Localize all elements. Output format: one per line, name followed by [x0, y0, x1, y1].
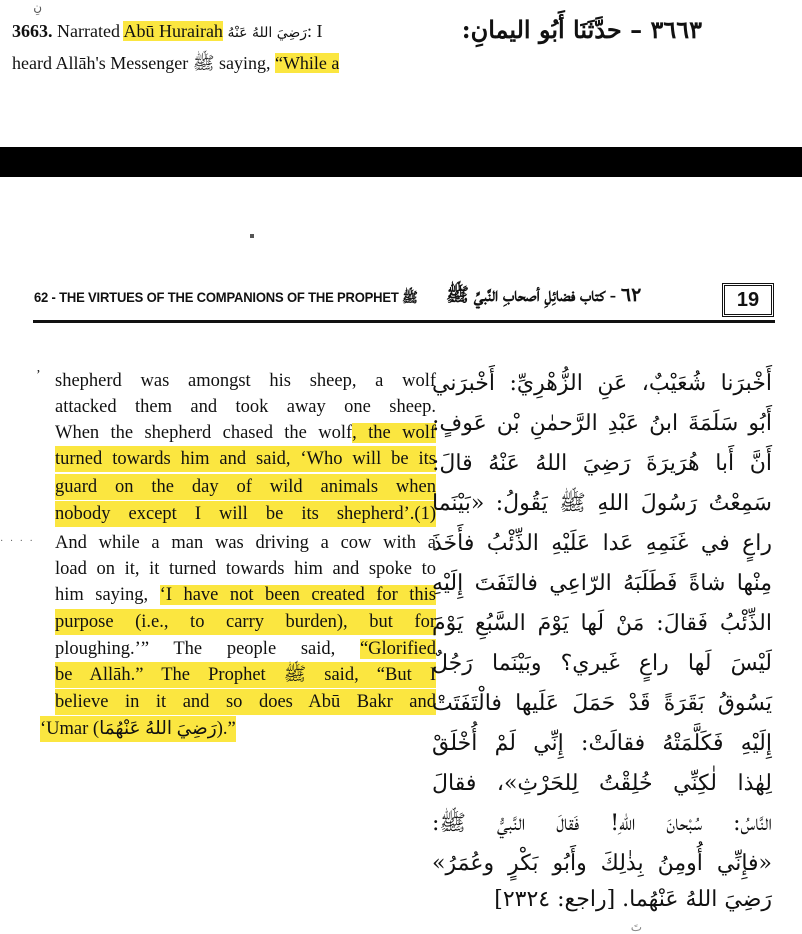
arabic-line: أَنَّ أَبا هُرَيرَةَ رَضِيَ اللهُ عَنْهُ قالَ:	[432, 451, 772, 476]
english-line: attacked them and took away one sheep.	[55, 397, 436, 417]
arabic-line: الذِّئْبُ فَقالَ: مَنْ لَها يَوْمَ السَّبُعِ يَوْمَ	[432, 611, 772, 636]
arabic-line: لِهٰذا لٰكِنِّي خُلِقْتُ لِلحَرْثِ»، فقالَ	[432, 771, 772, 796]
intro-line-2	[12, 48, 407, 78]
running-header-arabic: ٦٢ - كتاب فضائِلِ أصحابِ النَّبيِّ ﷺ	[446, 285, 642, 306]
english-line: ‘Umar (رَضِيَ اللهُ عَنْهُمَا).”	[40, 716, 236, 742]
english-line: nobody except I will be its shepherd’.(1)	[55, 501, 436, 527]
english-line: shepherd was amongst his sheep, a wolf	[55, 371, 436, 391]
english-line: load on it, it turned towards him and spoke to	[55, 559, 436, 579]
arabic-line: يَسُوقُ بَقَرَةً قَدْ حَمَلَ عَلَيها فالْتَفَتَتْ	[432, 691, 772, 716]
arabic-line: مِنْها شاةً فَطَلَبَهُ الرّاعِي فالتَفَتَ إِلَيْهِ	[432, 571, 772, 596]
arabic-line: راعٍ في غَنَمِهِ عَدا عَلَيْهِ الذِّئْبُ فأَخَذَ	[432, 531, 772, 556]
bottom-fragment: تَ	[630, 920, 642, 934]
arabic-line: النَّاسُ: سُبْحانَ اللهِ! فَقالَ النَّبيُّ ﷺ:	[432, 811, 772, 836]
english-line: believe in it and so does Abū Bakr and	[55, 689, 436, 715]
intro-line-2-highlight: “While a	[274, 53, 340, 73]
narrated-label: Narrated	[57, 21, 124, 41]
arabic-line: سَمِعْتُ رَسُولَ اللهِ ﷺ يَقُولُ: «بَيْنَما	[432, 491, 772, 516]
top-arabic-fragment: نِ	[33, 0, 42, 14]
arabic-line: إِلَيْهِ فَكَلَّمَتْهُ فقالَتْ: إِنِّي لَمْ أُخْلَقْ	[432, 731, 772, 756]
english-line: guard on the day of wild animals when	[55, 474, 436, 500]
intro-line-1	[12, 16, 407, 48]
arabic-line: «فإِنِّي أُومِنُ بِذٰلِكَ وأَبُو بَكْرٍ وعُمَرُ»	[432, 851, 772, 876]
page-number: 19	[722, 283, 774, 317]
honorific: رَضِيَ اللهُ عَنْهُ	[227, 25, 308, 41]
english-line: And while a man was driving a cow with a	[55, 533, 436, 553]
arabic-line: لَيْسَ لَها راعٍ غَيري؟ وبَيْنَما رَجُلٌ	[432, 651, 772, 676]
intro-line-2-text: heard Allāh's Messenger ﷺ saying,	[12, 53, 275, 73]
english-line: him saying, ‘I have not been created for this	[55, 585, 436, 605]
english-line: ploughing.’” The people said, “Glorified	[55, 639, 436, 659]
margin-mark: ʼ	[36, 368, 41, 383]
margin-dots: · · · ·	[0, 536, 35, 547]
english-line: turned towards him and said, ‘Who will be its	[55, 446, 436, 472]
hadith-number: 3663.	[12, 21, 53, 41]
hadith-intro-arabic: ٣٦٦٣ – حدَّثَنَا أَبُو اليمانِ:	[461, 15, 702, 44]
hadith-intro-english	[12, 16, 407, 78]
arabic-line: رَضِيَ اللهُ عَنْهُما. [راجع: ٢٣٢٤]	[494, 887, 772, 912]
scan-separator-band	[0, 147, 802, 177]
header-rule	[33, 320, 775, 323]
english-line: purpose (i.e., to carry burden), but for	[55, 609, 436, 635]
scan-speck	[250, 234, 254, 238]
intro-line-1-tail: : I	[307, 21, 323, 41]
running-header-english: 62 - THE VIRTUES OF THE COMPANIONS OF THE PROPHET ﷺ	[34, 289, 418, 305]
english-line: When the shepherd chased the wolf, the wolf	[55, 423, 436, 443]
arabic-line: أَبُو سَلَمَةَ ابنُ عَبْدِ الرَّحمٰنِ بْن عَوفٍ:	[432, 411, 772, 436]
arabic-line: أَخْبرَنا شُعَيْبٌ، عَنِ الزُّهْرِيِّ: أَخْبرَني	[432, 371, 772, 396]
english-line: be Allāh.” The Prophet ﷺ said, “But I	[55, 662, 436, 688]
narrator-name: Abū Hurairah	[123, 21, 223, 41]
